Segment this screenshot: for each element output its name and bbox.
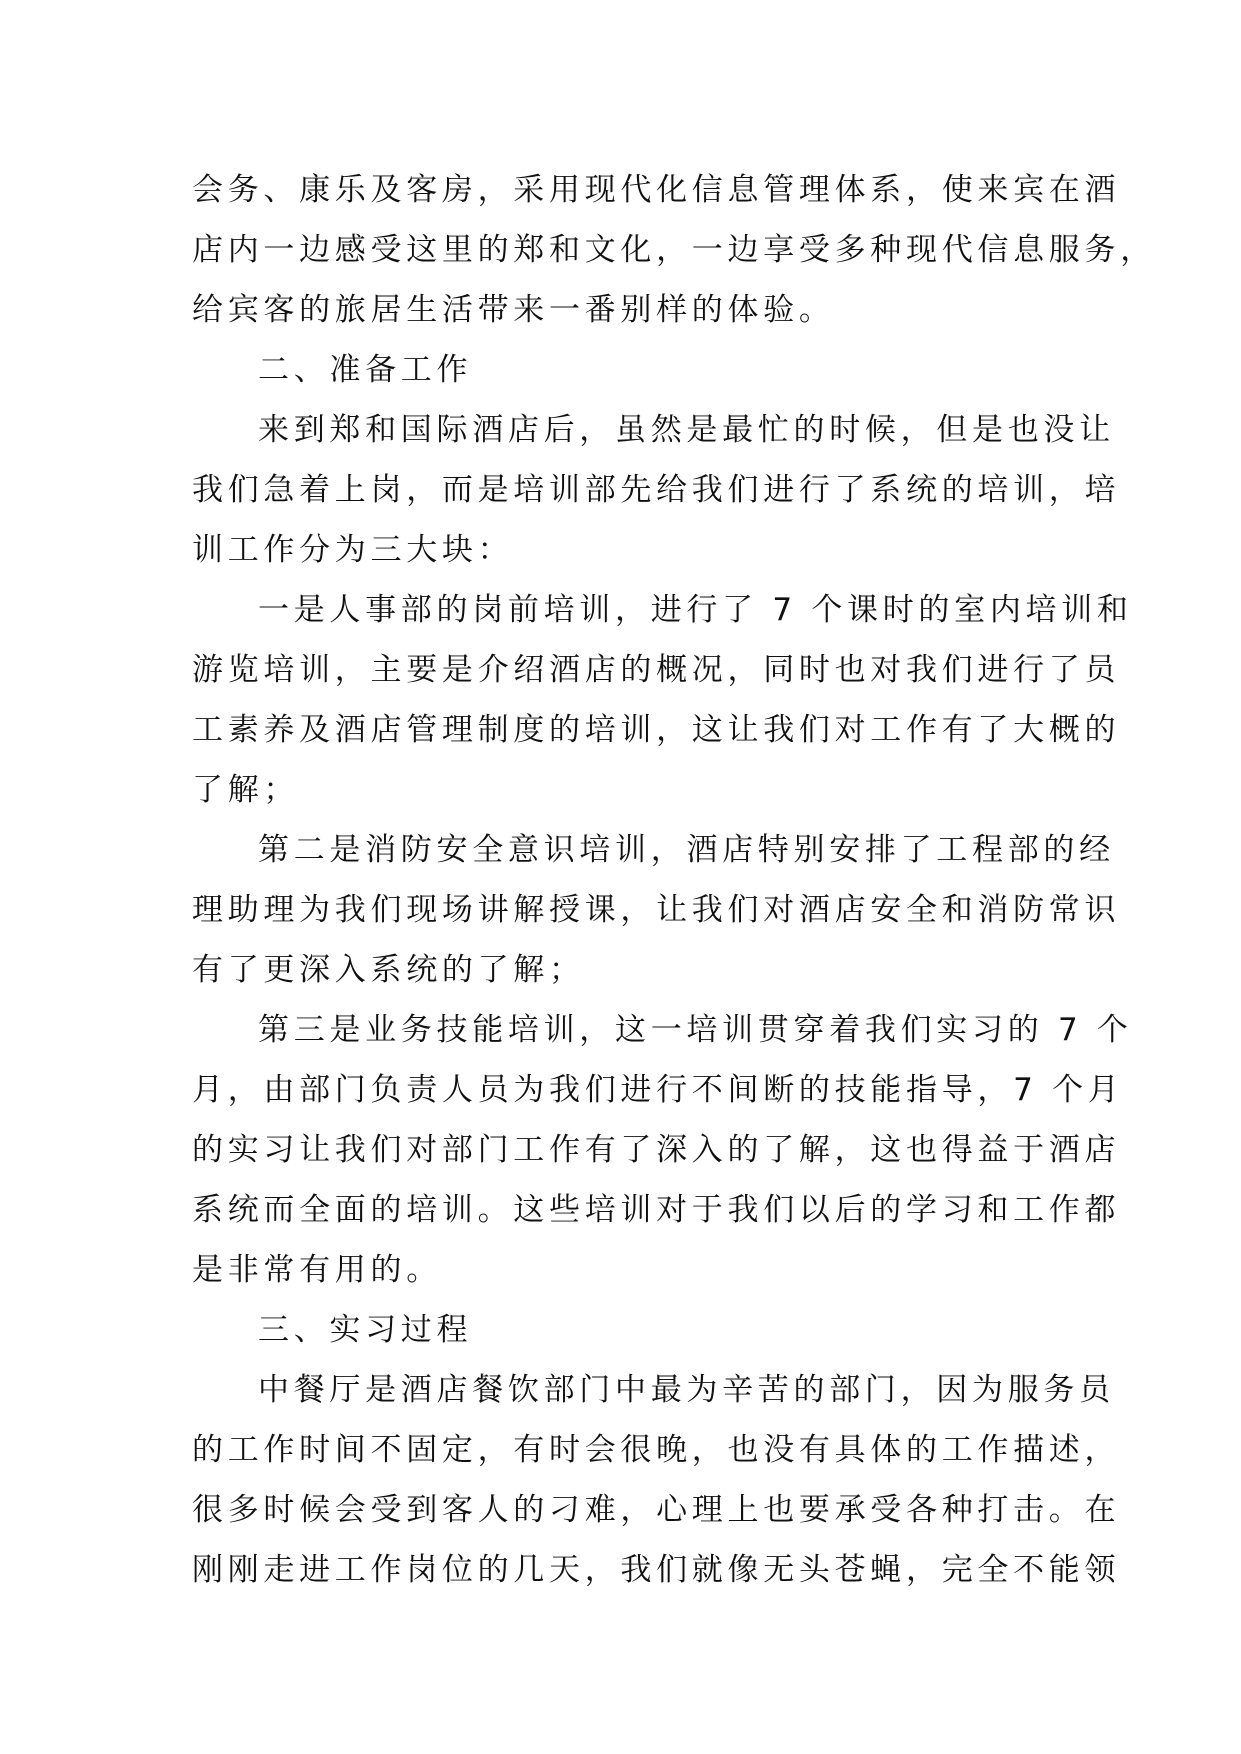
text-line: 我们急着上岗，而是培训部先给我们进行了系统的培训，培 xyxy=(192,472,1121,508)
text-line: 一是人事部的岗前培训，进行了 7 个课时的室内培训和 xyxy=(258,592,1133,628)
section-heading: 三、实习过程 xyxy=(258,1312,473,1348)
text-line: 工素养及酒店管理制度的培训，这让我们对工作有了大概的 xyxy=(192,712,1121,748)
text-line: 很多时候会受到客人的刁难，心理上也要承受各种打击。在 xyxy=(192,1492,1121,1528)
text-line: 刚刚走进工作岗位的几天，我们就像无头苍蝇，完全不能领 xyxy=(192,1552,1121,1588)
text-line: 给宾客的旅居生活带来一番别样的体验。 xyxy=(192,292,835,328)
text-line: 训工作分为三大块： xyxy=(192,532,514,568)
text-line: 店内一边感受这里的郑和文化，一边享受多种现代信息服务， xyxy=(192,232,1156,268)
text-line: 来到郑和国际酒店后，虽然是最忙的时候，但是也没让 xyxy=(258,412,1115,448)
text-line: 月，由部门负责人员为我们进行不间断的技能指导，7 个月 xyxy=(192,1072,1124,1108)
text-line: 系统而全面的培训。这些培训对于我们以后的学习和工作都 xyxy=(192,1192,1121,1228)
text-line: 是非常有用的。 xyxy=(192,1252,442,1288)
text-line: 会务、康乐及客房，采用现代化信息管理体系，使来宾在酒 xyxy=(192,172,1121,208)
text-line: 游览培训，主要是介绍酒店的概况，同时也对我们进行了员 xyxy=(192,652,1121,688)
text-line: 的实习让我们对部门工作有了深入的了解，这也得益于酒店 xyxy=(192,1132,1121,1168)
text-line: 第二是消防安全意识培训，酒店特别安排了工程部的经 xyxy=(258,832,1115,868)
body-text xyxy=(192,160,1156,1600)
text-line: 了解； xyxy=(192,772,300,808)
text-line: 有了更深入系统的了解； xyxy=(192,952,585,988)
section-heading: 二、准备工作 xyxy=(258,352,473,388)
text-line: 的工作时间不固定，有时会很晚，也没有具体的工作描述， xyxy=(192,1432,1121,1468)
text-line: 第三是业务技能培训，这一培训贯穿着我们实习的 7 个 xyxy=(258,1012,1133,1048)
text-line: 中餐厅是酒店餐饮部门中最为辛苦的部门，因为服务员 xyxy=(258,1372,1115,1408)
text-line: 理助理为我们现场讲解授课，让我们对酒店安全和消防常识 xyxy=(192,892,1121,928)
